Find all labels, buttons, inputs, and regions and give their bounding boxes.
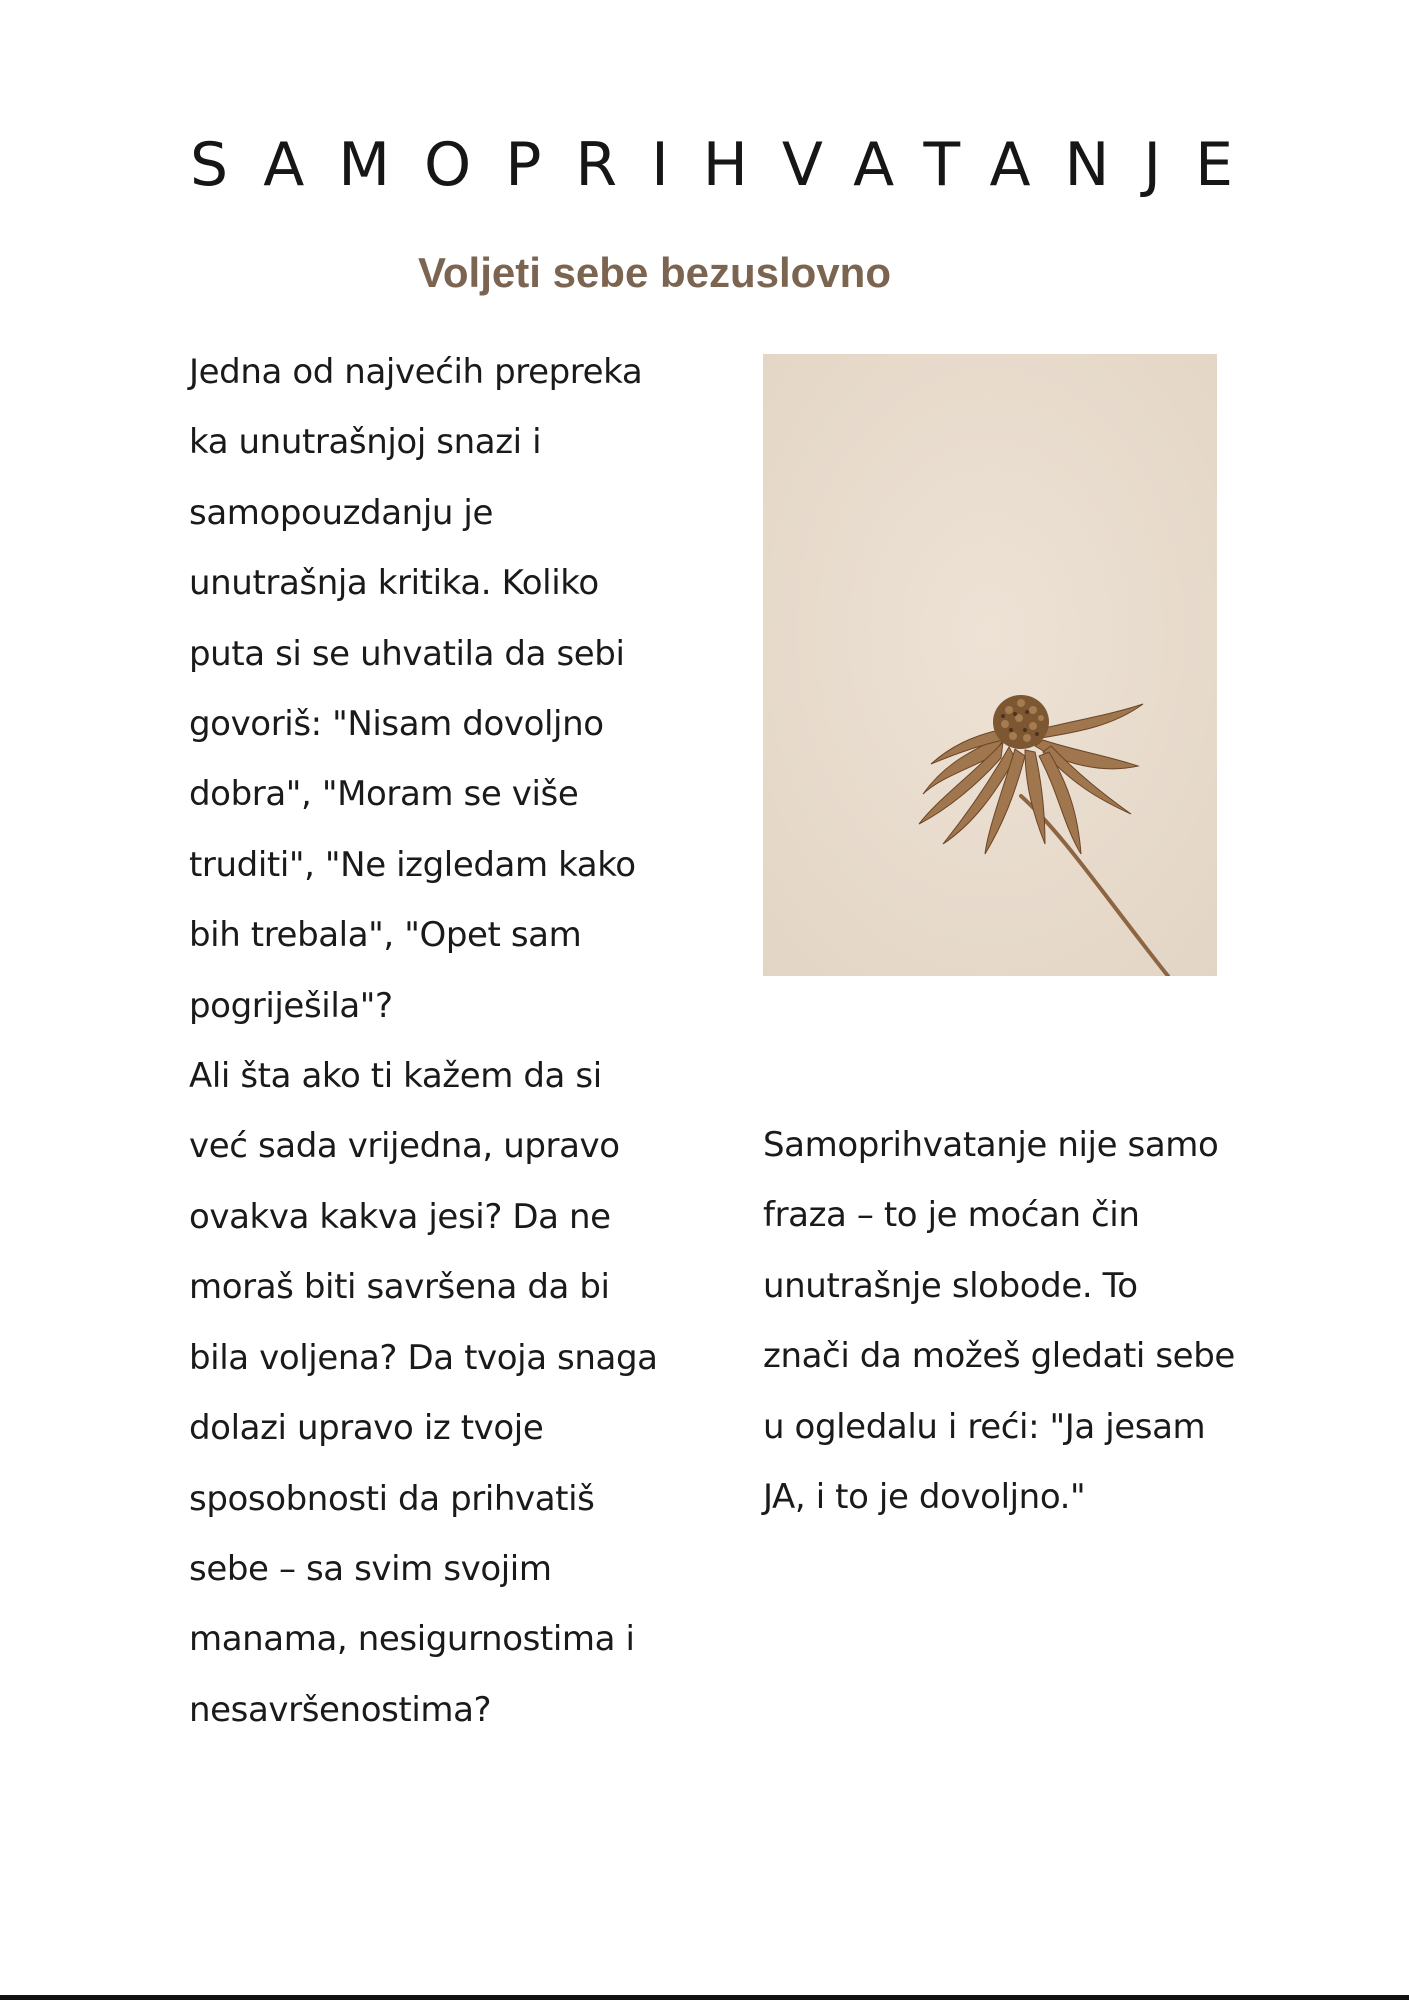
text-line: Ali šta ako ti kažem da si <box>189 1056 602 1097</box>
text-line: dolazi upravo iz tvoje <box>189 1408 544 1449</box>
dried-flower-icon <box>763 354 1217 976</box>
right-text-column <box>763 1110 1233 1532</box>
text-line: moraš biti savršena da bi <box>189 1267 610 1308</box>
text-line: samopouzdanju je <box>189 492 493 533</box>
text-line: unutrašnje slobode. To <box>763 1265 1138 1306</box>
page-subtitle: Voljeti sebe bezuslovno <box>418 249 891 296</box>
text-line: manama, nesigurnostima i <box>189 1619 635 1660</box>
text-line: bila voljena? Da tvoja snaga <box>189 1337 658 1378</box>
text-line: truditi", "Ne izgledam kako <box>189 844 636 885</box>
text-line: bih trebala", "Opet sam <box>189 915 582 956</box>
text-line: sposobnosti da prihvatiš <box>189 1478 595 1519</box>
text-line: govoriš: "Nisam dovoljno <box>189 704 604 745</box>
text-line: puta si se uhvatila da sebi <box>189 633 625 674</box>
text-line: sebe – sa svim svojim <box>189 1548 552 1589</box>
text-line: dobra", "Moram se više <box>189 774 579 815</box>
text-line: Jedna od najvećih prepreka <box>189 352 643 392</box>
text-line: u ogledalu i reći: "Ja jesam <box>763 1406 1206 1447</box>
text-line: već sada vrijedna, upravo <box>189 1126 620 1167</box>
page-title: SAMOPRIHVATANJE <box>190 130 1268 200</box>
text-line: unutrašnja kritika. Koliko <box>189 563 599 604</box>
text-line: JA, i to je dovoljno." <box>763 1477 1086 1518</box>
text-line: Samoprihvatanje nije samo <box>763 1125 1219 1165</box>
text-line: znači da možeš gledati sebe <box>763 1336 1235 1377</box>
text-line: ovakva kakva jesi? Da ne <box>189 1196 611 1237</box>
text-line: nesavršenostima? <box>189 1689 492 1730</box>
text-line: fraza – to je moćan čin <box>763 1195 1140 1236</box>
dried-flower-photo <box>763 354 1217 976</box>
text-line: ka unutrašnjoj snazi i <box>189 422 542 463</box>
bottom-divider <box>0 1995 1409 2000</box>
left-text-column <box>189 337 659 1745</box>
text-line: pogriješila"? <box>189 985 393 1026</box>
